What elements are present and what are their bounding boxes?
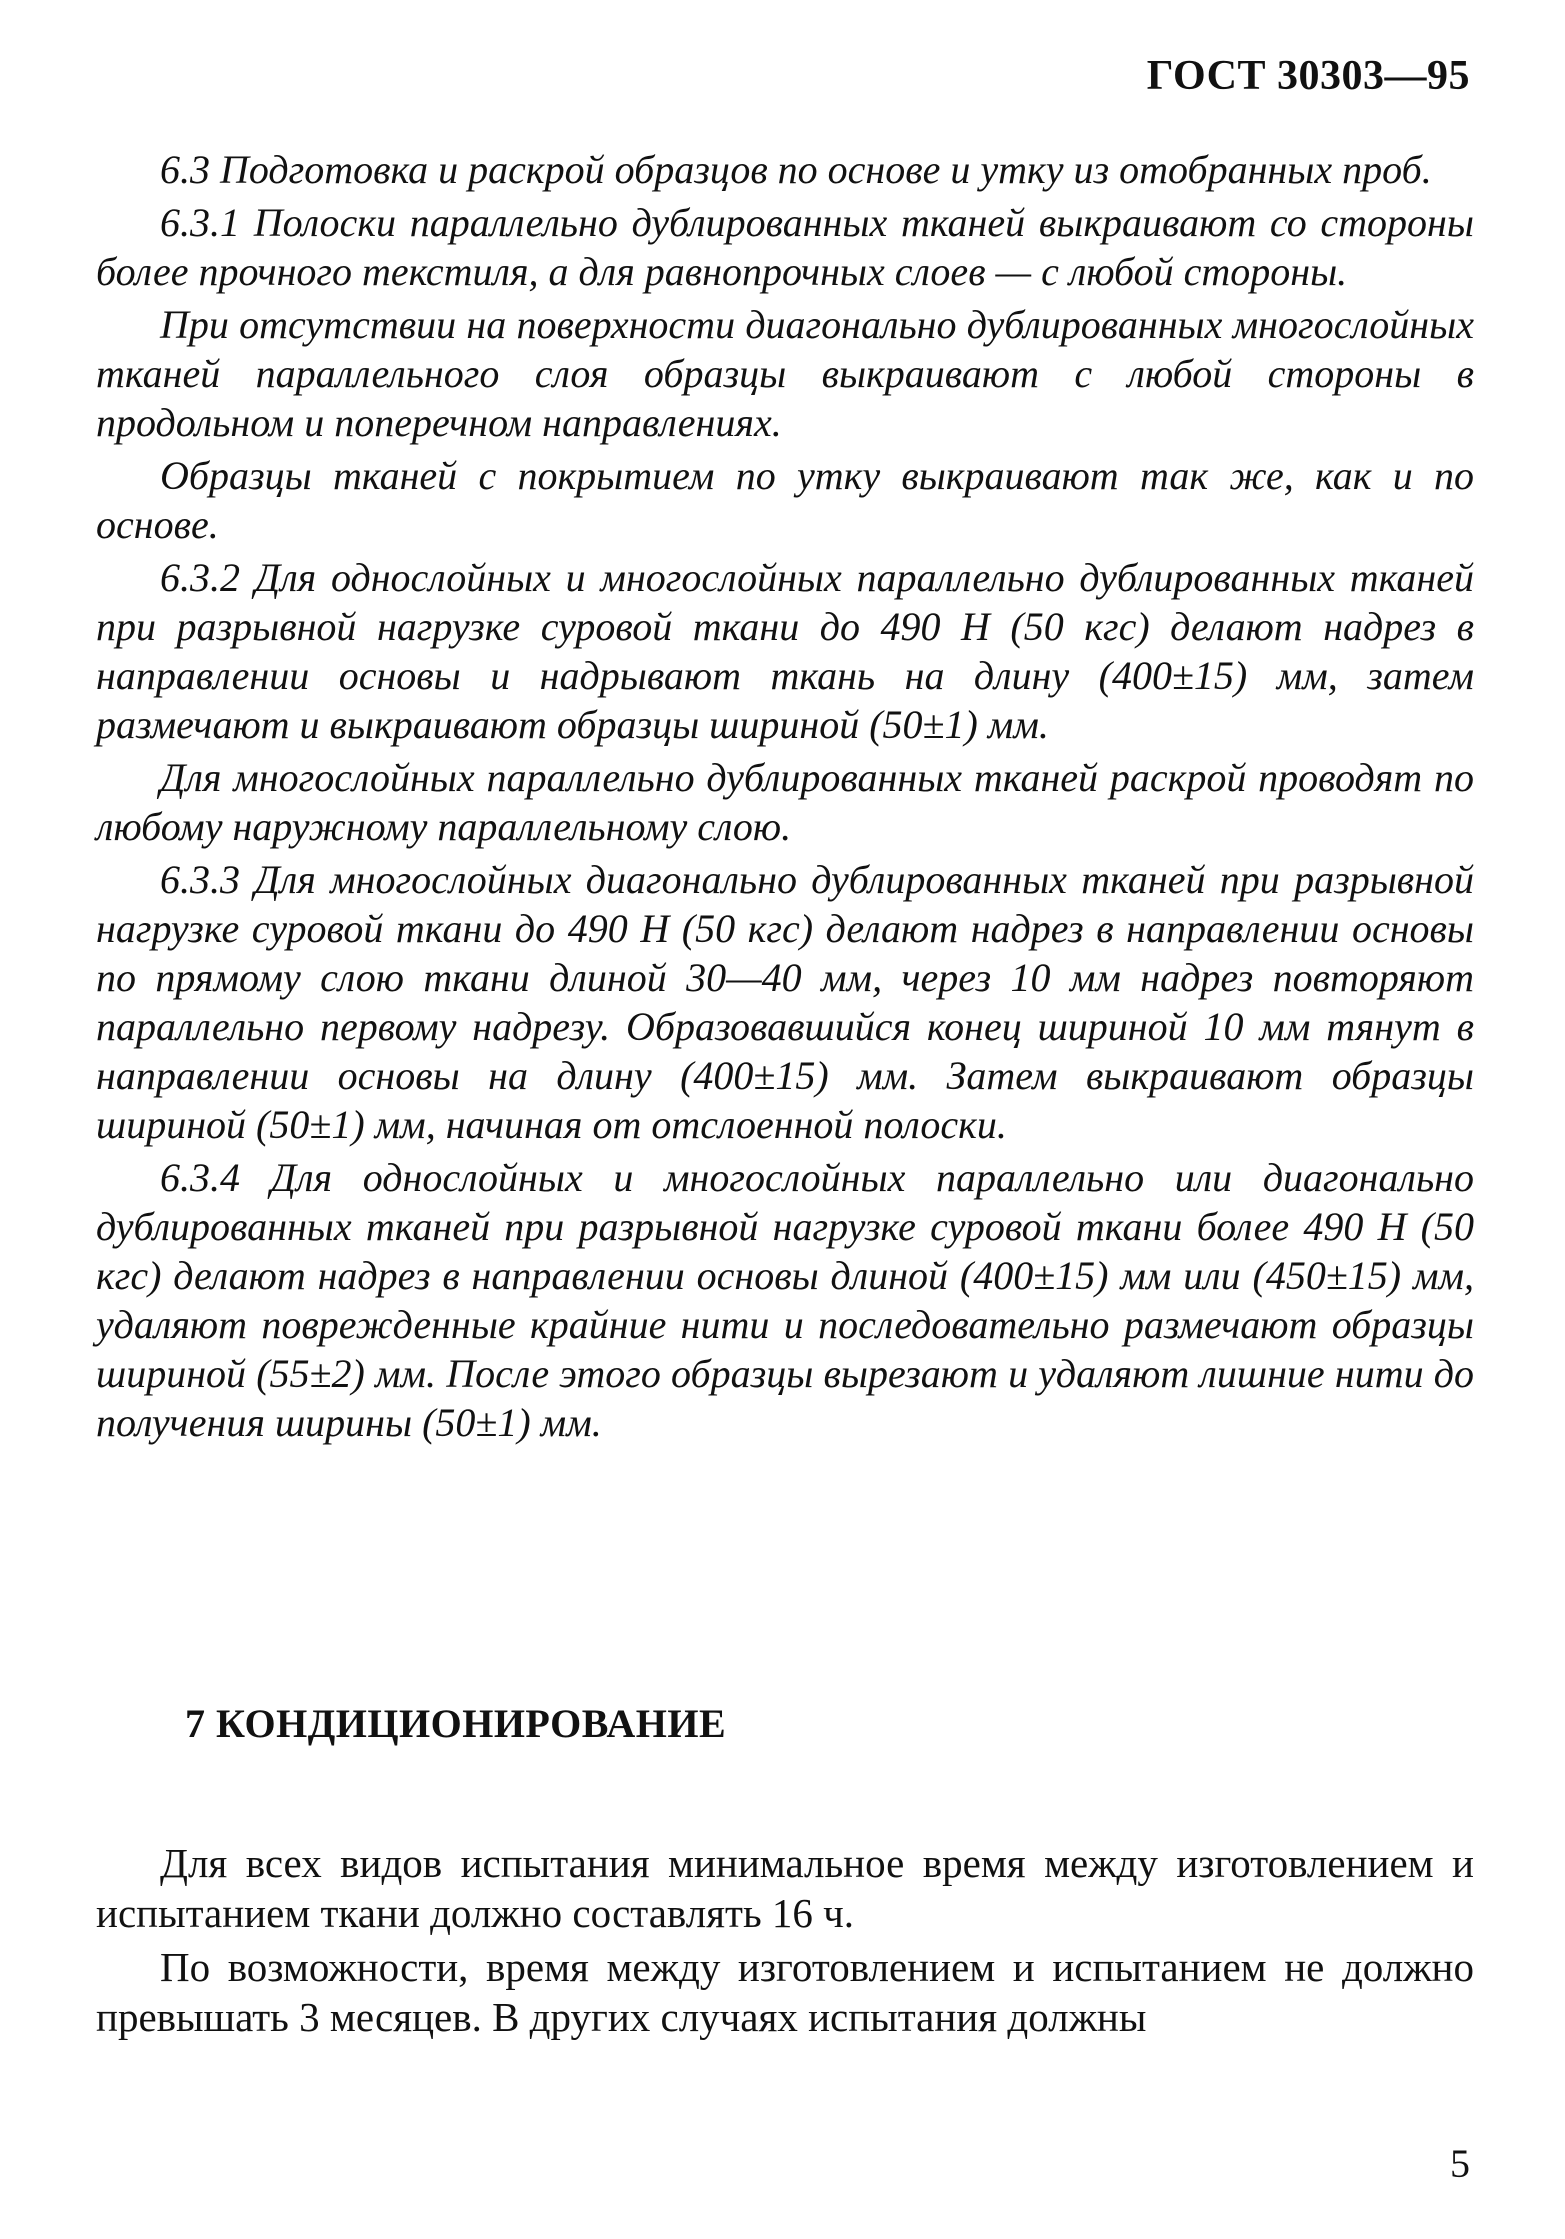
standard-number-header: ГОСТ 30303—95 (1146, 53, 1470, 99)
paragraph-6-3-1: 6.3.1 Полоски параллельно дублированных тканей выкраивают со стороны более прочного текстиля, а для равнопрочных слоев — с любой стороны. (96, 200, 1474, 294)
paragraph-6-3-3: 6.3.3 Для многослойных диагонально дублированных тканей при разрывной нагрузке суровой ткани до 490 Н (50 кгс) делают надрез в направлении основы по прямому слою ткани длиной 30—40 мм, через 10 мм надрез повторяют параллельно первому надрезу. Образовавшийся конец шириной 10 мм тянут в направлении основы на длину (400±15) мм. Затем выкраивают образцы шириной (50±1) мм, начиная от отслоенной полоски. (96, 857, 1474, 1147)
paragraph-6-3: 6.3 Подготовка и раскрой образцов по основе и утку из отобранных проб. (160, 147, 1432, 192)
paragraph-7-2: По возможности, время между изготовлением и испытанием не должно превышать 3 месяцев. В других случаях испытания должны (96, 1944, 1474, 2040)
paragraph-6-3-2: 6.3.2 Для однослойных и многослойных параллельно дублированных тканей при разрывной нагрузке суровой ткани до 490 Н (50 кгс) делают надрез в направлении основы и надрывают ткань на длину (400±15) мм, затем размечают и выкраивают образцы шириной (50±1) мм. (96, 555, 1474, 747)
section-7-heading: 7 КОНДИЦИОНИРОВАНИЕ (185, 1701, 727, 1746)
paragraph-6-3-2-multilayer: Для многослойных параллельно дублированных тканей раскрой проводят по любому наружному параллельному слою. (96, 755, 1474, 849)
section-6-body (96, 145, 1474, 1451)
page-number: 5 (1450, 2141, 1470, 2186)
section-7-body (96, 1838, 1474, 2046)
paragraph-7-1: Для всех видов испытания минимальное время между изготовлением и испытанием ткани должно составлять 16 ч. (96, 1840, 1474, 1936)
paragraph-6-3-1-diagonal: При отсутствии на поверхности диагонально дублированных многослойных тканей параллельного слоя образцы выкраивают с любой стороны в продольном и поперечном направлениях. (96, 302, 1474, 445)
paragraph-6-3-1-coated: Образцы тканей с покрытием по утку выкраивают так же, как и по основе. (96, 453, 1474, 547)
paragraph-6-3-4: 6.3.4 Для однослойных и многослойных параллельно или диагонально дублированных тканей при разрывной нагрузке суровой ткани более 490 Н (50 кгс) делают надрез в направлении основы длиной (400±15) мм или (450±15) мм, удаляют поврежденные крайние нити и последовательно размечают образцы шириной (55±2) мм. После этого образцы вырезают и удаляют лишние нити до получения ширины (50±1) мм. (96, 1155, 1474, 1445)
